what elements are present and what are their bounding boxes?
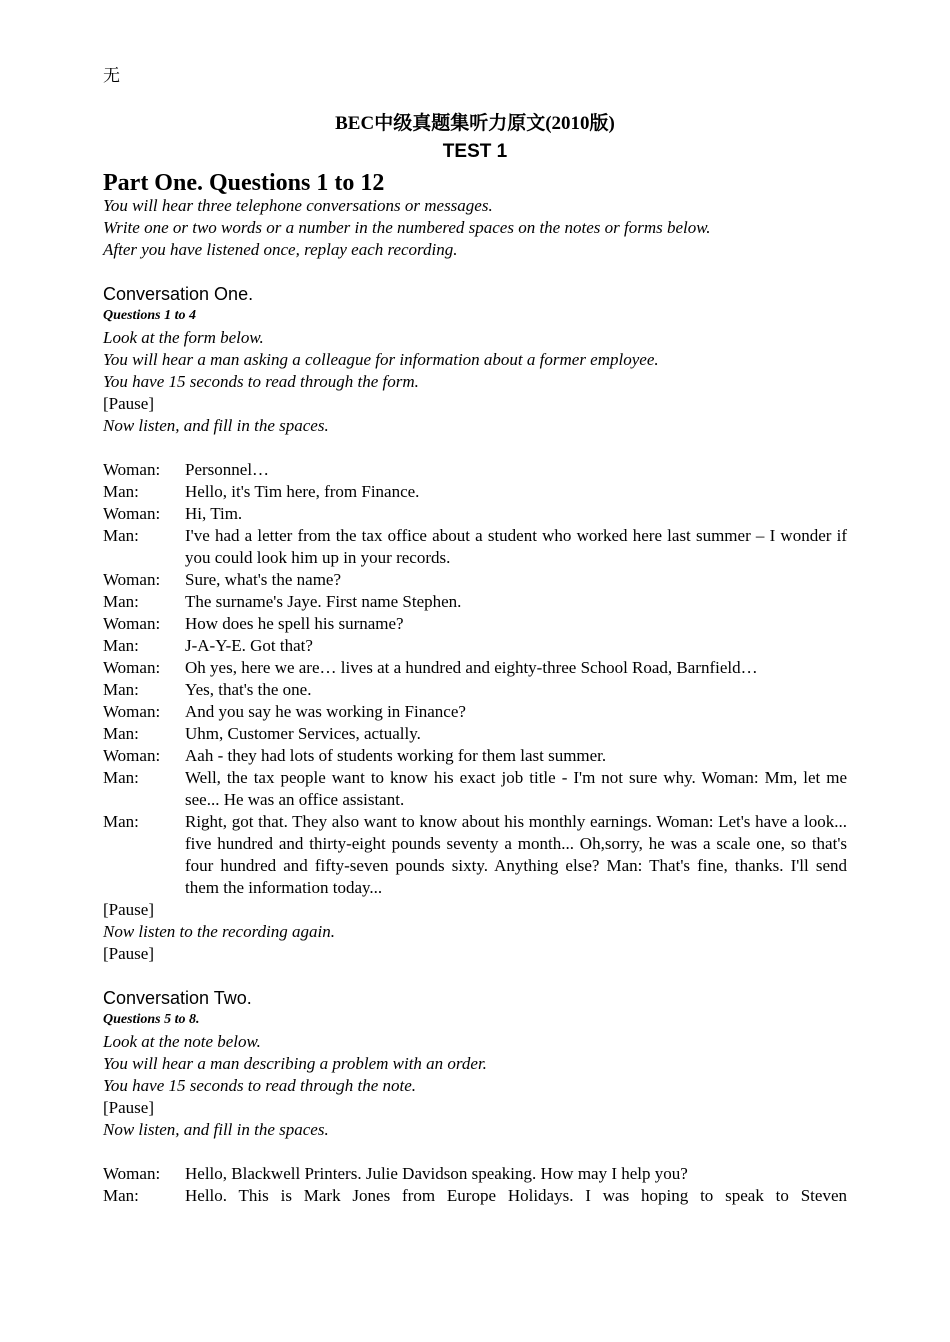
doc-title: BEC中级真题集听力原文(2010版) <box>335 113 615 134</box>
dialogue-line <box>103 723 847 745</box>
pause-marker: [Pause] <box>103 944 154 963</box>
speaker: Woman: <box>103 702 161 721</box>
utterance: Aah - they had lots of students working for them last summer. <box>185 746 607 765</box>
utterance: Hello, Blackwell Printers. Julie Davidson speaking. How may I help you? <box>185 1164 688 1183</box>
listen-instruction: Now listen, and fill in the spaces. <box>103 1120 329 1139</box>
header-mark: 无 <box>103 66 120 85</box>
dialogue-line <box>103 811 847 899</box>
speaker: Man: <box>103 592 139 611</box>
utterance: Hello. This is Mark Jones from Europe Holidays. I was hoping to speak to Steven <box>185 1186 847 1205</box>
questions-label: Questions 5 to 8. <box>103 1012 200 1027</box>
speaker: Man: <box>103 1186 139 1205</box>
dialogue-line <box>103 657 847 679</box>
questions-label: Questions 1 to 4 <box>103 308 196 323</box>
dialogue-line <box>103 1185 847 1207</box>
intro-line: Look at the note below. <box>103 1032 261 1051</box>
dialogue-line <box>103 613 847 635</box>
replay-instruction: Now listen to the recording again. <box>103 922 336 941</box>
document-page <box>103 64 847 1207</box>
test-label: TEST 1 <box>442 141 508 162</box>
utterance: The surname's Jaye. First name Stephen. <box>185 592 462 611</box>
dialogue-line <box>103 635 847 657</box>
instruction-line: Write one or two words or a number in the numbered spaces on the notes or forms below. <box>103 218 711 237</box>
utterance: Yes, that's the one. <box>185 680 312 699</box>
utterance: Hi, Tim. <box>185 504 243 523</box>
dialogue-line <box>103 591 847 613</box>
intro-line: You will hear a man asking a colleague for information about a former employee. <box>103 350 659 369</box>
dialogue-line <box>103 1163 847 1185</box>
dialogue-line <box>103 459 847 481</box>
intro-line: You have 15 seconds to read through the form. <box>103 372 419 391</box>
intro-line: Look at the form below. <box>103 328 264 347</box>
dialogue-line <box>103 745 847 767</box>
conversation-two <box>103 987 847 1207</box>
speaker: Man: <box>103 526 139 545</box>
speaker: Man: <box>103 680 139 699</box>
dialogue-line <box>103 525 847 569</box>
intro-line: You have 15 seconds to read through the note. <box>103 1076 417 1095</box>
speaker: Man: <box>103 812 139 831</box>
listen-instruction: Now listen, and fill in the spaces. <box>103 416 329 435</box>
utterance: Personnel… <box>185 460 270 479</box>
dialogue <box>103 1163 847 1207</box>
dialogue-line <box>103 679 847 701</box>
conversation-heading: Conversation One. <box>103 284 254 304</box>
utterance: Sure, what's the name? <box>185 570 342 589</box>
speaker: Woman: <box>103 614 161 633</box>
speaker: Woman: <box>103 460 161 479</box>
utterance: How does he spell his surname? <box>185 614 404 633</box>
utterance: Right, got that. They also want to know about his monthly earnings. Woman: Let's have a look... five hundred and thirty-eight pounds seventy a month... Oh,sorry, he was a scale one, so that's four hundred and fifty-seven pounds sixty. Anything else? Man: That's fine, thanks. I'll send them the information today... <box>185 812 847 897</box>
speaker: Woman: <box>103 570 161 589</box>
instruction-line: You will hear three telephone conversations or messages. <box>103 196 493 215</box>
utterance: And you say he was working in Finance? <box>185 702 466 721</box>
speaker: Woman: <box>103 504 161 523</box>
utterance: Uhm, Customer Services, actually. <box>185 724 421 743</box>
speaker: Woman: <box>103 746 161 765</box>
dialogue-line <box>103 503 847 525</box>
speaker: Woman: <box>103 1164 161 1183</box>
speaker: Man: <box>103 482 139 501</box>
dialogue-line <box>103 569 847 591</box>
utterance: Hello, it's Tim here, from Finance. <box>185 482 420 501</box>
speaker: Woman: <box>103 658 161 677</box>
dialogue-line <box>103 767 847 811</box>
dialogue-line <box>103 701 847 723</box>
intro-line: You will hear a man describing a problem with an order. <box>103 1054 487 1073</box>
utterance: J-A-Y-E. Got that? <box>185 636 313 655</box>
pause-marker: [Pause] <box>103 1098 154 1117</box>
speaker: Man: <box>103 768 139 787</box>
dialogue-line <box>103 481 847 503</box>
conversation-one <box>103 283 847 965</box>
pause-marker: [Pause] <box>103 394 154 413</box>
instruction-line: After you have listened once, replay each recording. <box>103 240 458 259</box>
part-title: Part One. Questions 1 to 12 <box>103 170 385 196</box>
utterance: I've had a letter from the tax office about a student who worked here last summer – I wonder if you could look him up in your records. <box>185 526 847 567</box>
utterance: Oh yes, here we are… lives at a hundred and eighty-three School Road, Barnfield… <box>185 658 758 677</box>
dialogue <box>103 459 847 899</box>
speaker: Man: <box>103 636 139 655</box>
utterance: Well, the tax people want to know his exact job title - I'm not sure why. Woman: Mm, let me see... He was an office assistant. <box>185 768 847 809</box>
speaker: Man: <box>103 724 139 743</box>
conversation-heading: Conversation Two. <box>103 988 252 1008</box>
pause-marker: [Pause] <box>103 900 154 919</box>
